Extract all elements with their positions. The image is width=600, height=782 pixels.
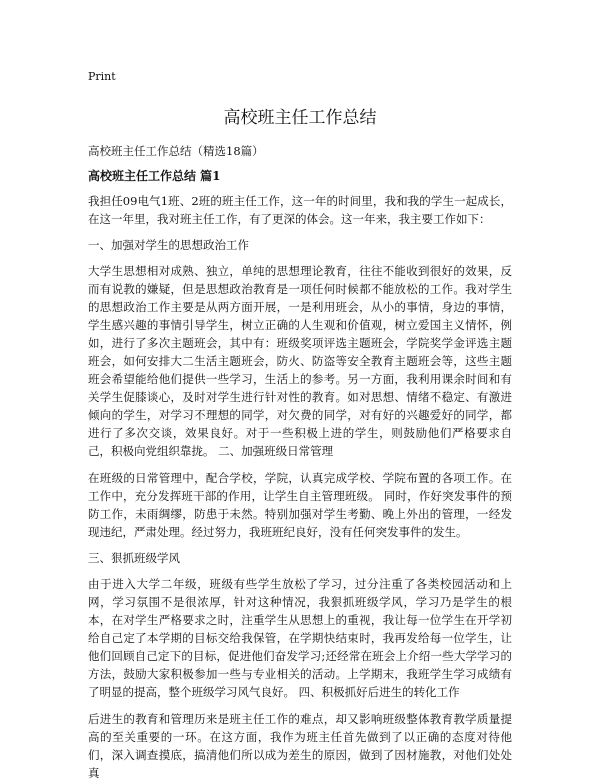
paragraph-study-style: 由于进入大学二年级，班级有些学生放松了学习，过分注重了各类校园活动和上网，学习氛围不是很浓厚，针对这种情况，我狠抓班级学风，学习乃是学生的根本，在对学生严格要求之时，注重学生从思想上的重视，我让每一位学生在开学初给自己定了本学期的目标交给我保管，在学期快结束时，我再发给每一位学生，让他们回顾自己定下的目标，促进他们奋发学习;还经常在班会上介绍一些大学学习的方法，鼓励大家积极参加一些与专业相关的活动。上学期末，我班学生学习成绩有了明显的提高，整个班级学习风气良好。 四、积极抓好后进生的转化工作 bbox=[88, 577, 512, 699]
section-title: 高校班主任工作总结 篇1 bbox=[88, 169, 221, 183]
document-title: 高校班主任工作总结 bbox=[223, 108, 377, 128]
paragraph-daily-management: 在班级的日常管理中，配合学校，学院，认真完成学校、学院布置的各项工作。在工作中，充分发挥班干部的作用，让学生自主管理班级。 同时，作好突发事件的预防工作，未雨绸缪，防患于未然。特别加强对学生考勤、晚上外出的管理，一经发现违纪，严肃处理。经过努力，我班班纪良好，没有任何突发事件的发生。 bbox=[88, 471, 512, 539]
intro-paragraph: 我担任09电气1班、2班的班主任工作，这一年的时间里，我和我的学生一起成长，在这一年里，我对班主任工作，有了更深的体会。这一年来，我主要工作如下： bbox=[88, 194, 512, 226]
paragraph-underachievers: 后进生的教育和管理历来是班主任工作的难点，却又影响班级整体教育教学质量提高的至关重要的一环。在这方面，我作为班主任首先做到了以正确的态度对待他们，深入调查摸底，搞清他们所以成为差生的原因，做到了因材施教，对他们处处真 bbox=[88, 712, 512, 780]
print-label[interactable]: Print bbox=[88, 70, 116, 83]
document-subtitle: 高校班主任工作总结（精选18篇） bbox=[88, 144, 264, 158]
paragraph-political-work: 大学生思想相对成熟、独立，单纯的思想理论教育，往往不能收到很好的效果，反而有说教的嫌疑，但是思想政治教育是一项任何时候都不能放松的工作。我对学生的思想政治工作主要是从两方面开展，一是利用班会，从小的事情，身边的事情，学生感兴趣的事情引导学生，树立正确的人生观和价值观，树立爱国主义情怀，例如，进行了多次主题班会，其中有：班级奖项评选主题班会，学院奖学金评选主题班会，如何安排大二生活主题班会，防火、防盗等安全教育主题班会等，这些主题班会希望能给他们提供一些学习，生活上的参考。另一方面，我利用课余时间和有关学生促膝谈心，及时对学生进行针对性的教育。如对思想、情绪不稳定、有激进倾向的学生，对学习不理想的同学，对欠费的同学，对有好的兴趣爱好的同学，都进行了多次交谈，效果良好。对于一些积极上进的学生，则鼓励他们严格要求自己，积极向党组织靠拢。 二、加强班级日常管理 bbox=[88, 264, 512, 458]
heading-study-style: 三、狠抓班级学风 bbox=[88, 551, 180, 565]
heading-political-work: 一、加强对学生的思想政治工作 bbox=[88, 238, 249, 252]
